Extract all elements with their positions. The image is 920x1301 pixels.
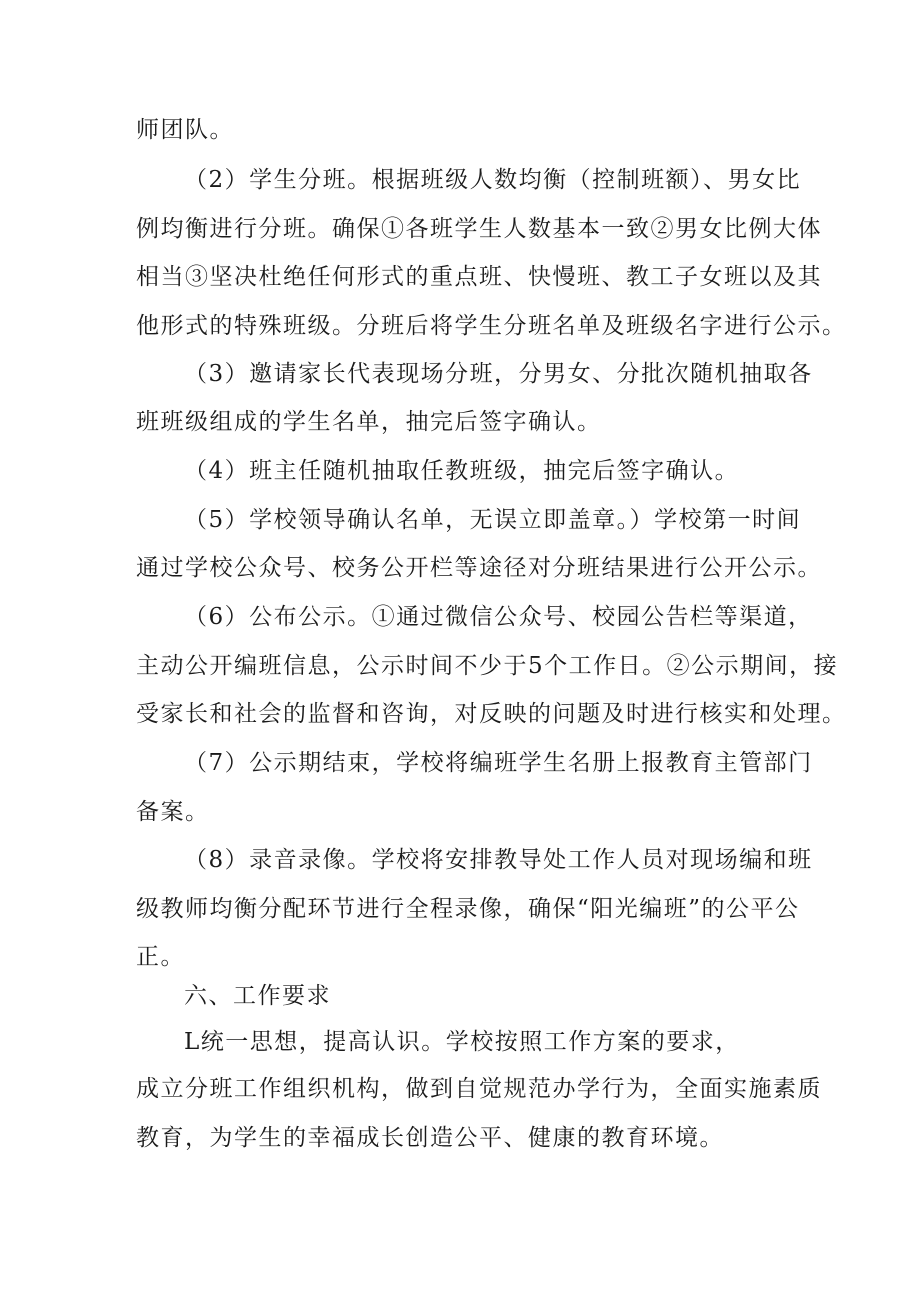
- paragraph-line: 备案。: [136, 799, 210, 825]
- paragraph-line: 主动公开编班信息，公示时间不少于5个工作日。②公示期间，接: [136, 653, 839, 679]
- paragraph-line: （3）邀请家长代表现场分班，分男女、分批次随机抽取各: [184, 361, 813, 387]
- paragraph-line: （2）学生分班。根据班级人数均衡（控制班额）、男女比: [184, 167, 802, 193]
- paragraph-line: 相当③坚决杜绝任何形式的重点班、快慢班、教工子女班以及其: [136, 264, 822, 290]
- paragraph-line: 通过学校公众号、校务公开栏等途径对分班结果进行公开公示。: [136, 555, 822, 581]
- paragraph-line: （7）公示期结束，学校将编班学生名册上报教育主管部门: [184, 750, 813, 776]
- section-heading: 六、工作要求: [184, 983, 331, 1009]
- paragraph-line: 级教师均衡分配环节进行全程录像，确保“阳光编班”的公平公: [136, 896, 800, 922]
- paragraph-line: L统一思想，提高认识。学校按照工作方案的要求，: [184, 1029, 740, 1055]
- paragraph-line: 受家长和社会的监督和咨询，对反映的问题及时进行核实和处理。: [136, 701, 847, 727]
- paragraph-line: 正。: [136, 944, 185, 970]
- paragraph-line: 他形式的特殊班级。分班后将学生分班名单及班级名字进行公示。: [136, 313, 847, 339]
- paragraph-line: （8）录音录像。学校将安排教导处工作人员对现场编和班: [184, 847, 813, 873]
- paragraph-line: 例均衡进行分班。确保①各班学生人数基本一致②男女比例大体: [136, 216, 822, 242]
- paragraph-line: （6）公布公示。①通过微信公众号、校园公告栏等渠道，: [184, 604, 813, 630]
- paragraph-line: 师团队。: [136, 117, 234, 143]
- paragraph-line: 班班级组成的学生名单，抽完后签字确认。: [136, 409, 602, 435]
- paragraph-line: 成立分班工作组织机构，做到自觉规范办学行为，全面实施素质: [136, 1076, 822, 1102]
- paragraph-line: （4）班主任随机抽取任教班级，抽完后签字确认。: [184, 458, 740, 484]
- paragraph-line: 教育，为学生的幸福成长创造公平、健康的教育环境。: [136, 1125, 724, 1151]
- paragraph-line: （5）学校领导确认名单，无误立即盖章。）学校第一时间: [184, 507, 802, 533]
